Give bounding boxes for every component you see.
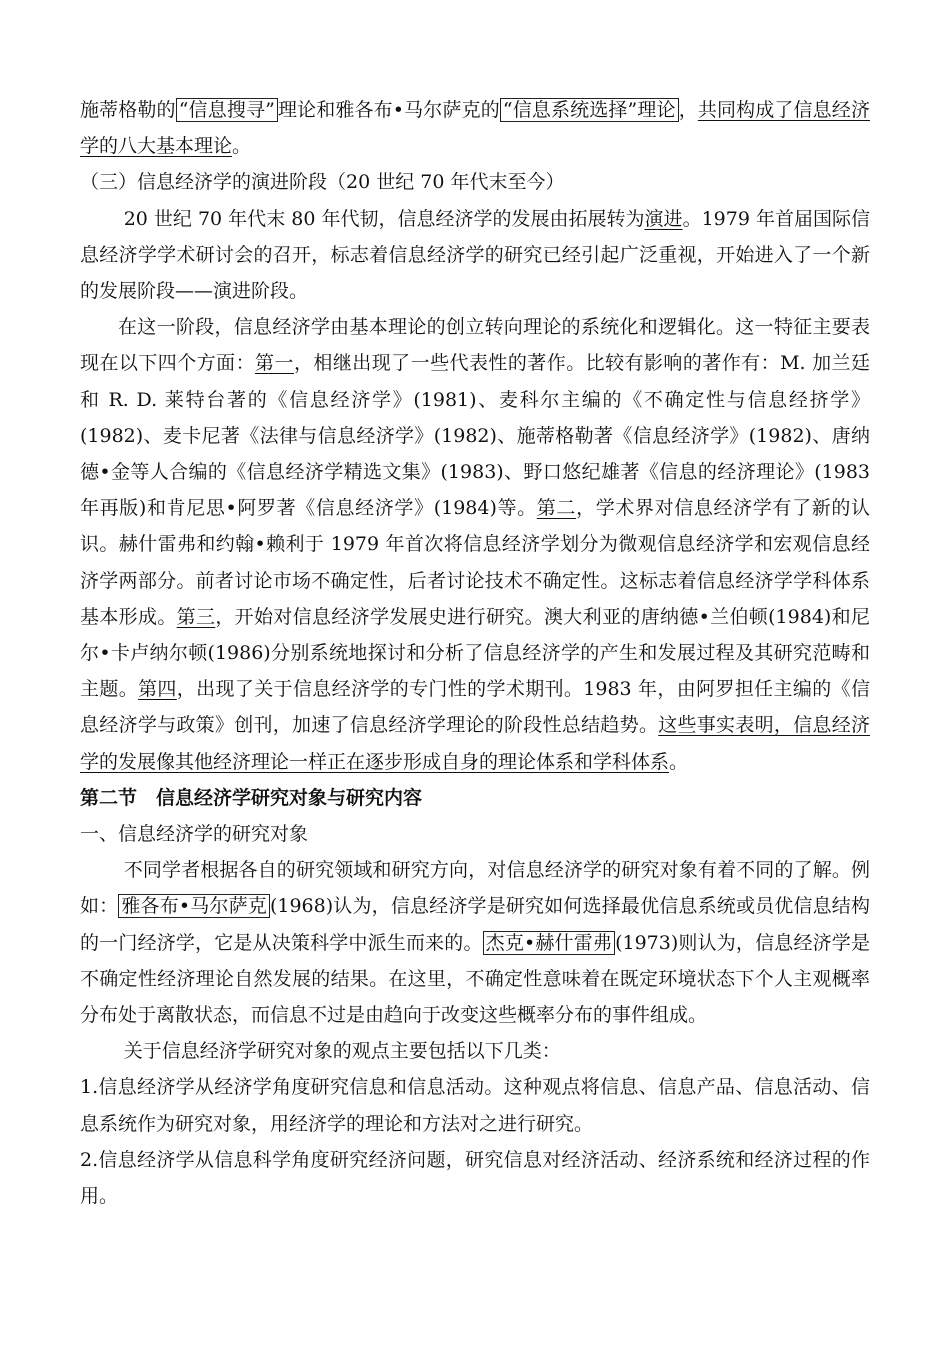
section-heading: 第二节 信息经济学研究对象与研究内容 <box>80 786 423 809</box>
paragraph-research-object <box>80 852 870 1033</box>
underlined-text: 第二 <box>536 497 577 520</box>
underlined-text: 第三 <box>176 605 216 628</box>
boxed-term: “信息系统选择”理论 <box>500 98 679 122</box>
text: ，出现了关于信息经济学的专门性的学术期刊。1983 年，由阿罗担任主编的《信息经济学与政策》创刊，加速了信息经济学理论的阶段性总结趋势。 <box>80 678 870 737</box>
text: 。1979 年首届国际信息经济学学术研讨会的召开，标志着信息经济学的研究已经引起广泛重视，开始进入了一个新的发展阶段——演进阶段。 <box>80 207 870 303</box>
underlined-text: 共同构成了信息经济学的八大基本理论 <box>80 99 870 158</box>
boxed-term: “信息搜寻” <box>176 98 278 122</box>
text: 。 <box>669 750 689 773</box>
underlined-text: 第四 <box>138 678 177 701</box>
text: 不同学者根据各自的研究领域和研究方向，对信息经济学的研究对象有着不同的了解。例如： <box>80 859 870 918</box>
boxed-term: 雅各布•马尔萨克 <box>118 894 270 918</box>
text: ，学术界对信息经济学有了新的认识。赫什雷弗和约翰•赖利于 1979 年首次将信息经济学划分为微观信息经济学和宏观信息经济学两部分。前者讨论市场不确定性，后者讨论技术不确定性。这标志着信息经济学学科体系基本形成。 <box>80 497 870 628</box>
subsection-heading: 一、信息经济学的研究对象 <box>80 823 309 846</box>
paragraph-four-aspects <box>80 309 870 780</box>
text: ，开始对信息经济学发展史进行研究。澳大利亚的唐纳德•兰伯顿(1984)和尼尔•卡卢纳尔顿(1986)分别系统地探讨和分析了信息经济学的产生和发展过程及其研究范畴和主题。 <box>80 605 870 701</box>
paragraph-theories <box>80 92 870 164</box>
text: (1973)则认为，信息经济学是不确定性经济理论自然发展的结果。在这里，不确定性意味着在既定环境状态下个人主观概率分布处于离散状态，而信息不过是由趋向于改变这些概率分布的事件组成。 <box>80 931 870 1027</box>
document-page <box>80 92 870 1214</box>
list-item: 1.信息经济学从经济学角度研究信息和信息活动。这种观点将信息、信息产品、信息活动、信息系统作为研究对象，用经济学的理论和方法对之进行研究。 <box>80 1076 870 1135</box>
text: ，相继出现了一些代表性的著作。比较有影响的著作有：M. 加兰廷和 R. D. 莱特台著的《信息经济学》(1981)、麦科尔主编的《不确定性与信息经挤学》(1982)、麦卡尼著《法律与信息经济学》(1982)、施蒂格勒著《信息经济学》(1982)、唐纳德•金等人合编的《信息经济学精选文集》(1983)、野口悠纪雄著《信息的经济理论》(1983 年再版)和肯尼思•阿罗著《信息经济学》(1984)等。 <box>80 352 870 520</box>
underlined-text: 第一 <box>255 352 294 375</box>
text: 在这一阶段，信息经济学由基本理论的创立转向理论的系统化和逻辑化。这一特征主要表现在以下四个方面： <box>80 316 870 375</box>
text: (1968)认为，信息经济学是研究如何选择最优信息系统或员优信息结构的一门经济学，它是从决策科学中派生而来的。 <box>80 895 870 954</box>
underlined-text: 这些事实表明，信息经济学的发展像其他经济理论一样正在逐步形成自身的理论体系和学科体系 <box>80 714 870 773</box>
text: 施蒂格勒的 <box>80 99 176 121</box>
text: 20 世纪 70 年代末 80 年代韧，信息经济学的发展由拓展转为 <box>123 207 645 230</box>
boxed-term: 杰克•赫什雷弗 <box>483 931 615 955</box>
paragraph-evolution <box>80 201 870 310</box>
paragraph-viewpoints-intro: 关于信息经济学研究对象的观点主要包括以下几类： <box>123 1040 561 1063</box>
text: ， <box>678 99 698 121</box>
text: 。 <box>232 135 252 158</box>
list-item: 2.信息经济学从信息科学角度研究经济问题，研究信息对经济活动、经济系统和经济过程的作用。 <box>80 1148 870 1208</box>
underlined-text: 演进 <box>644 207 683 230</box>
heading-stage3: （三）信息经济学的演进阶段（20 世纪 70 年代末至今） <box>80 171 565 194</box>
text: 理论和雅各布•马尔萨克的 <box>277 99 500 121</box>
